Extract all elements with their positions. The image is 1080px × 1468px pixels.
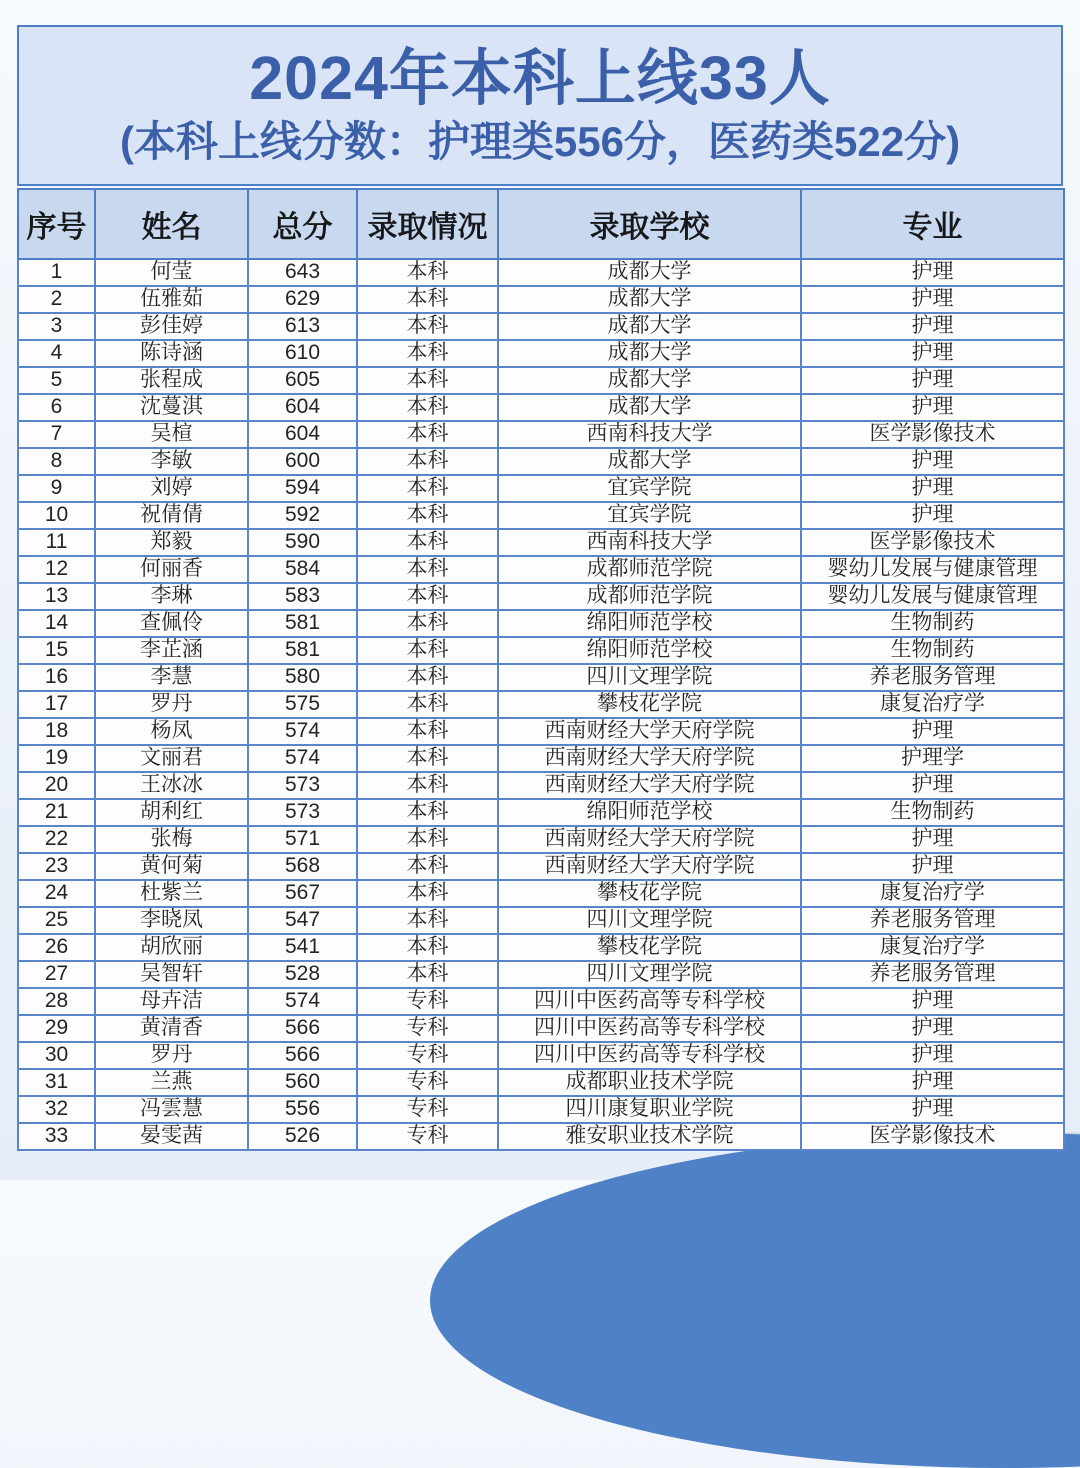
cell-major: 医学影像技术 [801,529,1064,556]
cell-no: 31 [18,1069,95,1096]
cell-status: 本科 [357,772,498,799]
cell-no: 5 [18,367,95,394]
cell-score: 526 [248,1123,357,1150]
table-row [18,448,1064,475]
cell-no: 15 [18,637,95,664]
column-header-no: 序号 [18,189,95,259]
cell-name: 沈蔓淇 [95,394,248,421]
cell-school: 攀枝花学院 [498,934,801,961]
cell-name: 母卉洁 [95,988,248,1015]
cell-major: 护理 [801,1069,1064,1096]
cell-school: 成都师范学院 [498,583,801,610]
cell-score: 613 [248,313,357,340]
cell-score: 605 [248,367,357,394]
cell-school: 成都大学 [498,367,801,394]
cell-status: 专科 [357,1015,498,1042]
cell-school: 雅安职业技术学院 [498,1123,801,1150]
cell-major: 生物制药 [801,637,1064,664]
cell-school: 四川康复职业学院 [498,1096,801,1123]
cell-status: 本科 [357,691,498,718]
cell-status: 本科 [357,313,498,340]
table-row [18,691,1064,718]
cell-no: 16 [18,664,95,691]
cell-name: 吴楦 [95,421,248,448]
cell-school: 宜宾学院 [498,475,801,502]
cell-no: 27 [18,961,95,988]
cell-name: 胡欣丽 [95,934,248,961]
results-table-body [18,259,1064,1150]
cell-no: 18 [18,718,95,745]
cell-score: 556 [248,1096,357,1123]
cell-major: 护理学 [801,745,1064,772]
results-table [17,188,1065,1151]
table-row [18,1069,1064,1096]
table-row [18,907,1064,934]
table-row [18,610,1064,637]
cell-score: 594 [248,475,357,502]
cell-school: 四川文理学院 [498,907,801,934]
cell-status: 本科 [357,745,498,772]
cell-school: 西南财经大学天府学院 [498,826,801,853]
cell-status: 专科 [357,1123,498,1150]
table-row [18,556,1064,583]
table-row [18,340,1064,367]
cell-name: 晏雯茜 [95,1123,248,1150]
table-row [18,1015,1064,1042]
table-row [18,853,1064,880]
cell-name: 李敏 [95,448,248,475]
cell-no: 17 [18,691,95,718]
table-row [18,718,1064,745]
cell-school: 绵阳师范学校 [498,799,801,826]
cell-no: 22 [18,826,95,853]
cell-major: 护理 [801,1096,1064,1123]
cell-score: 643 [248,259,357,286]
cell-status: 本科 [357,610,498,637]
cell-status: 本科 [357,826,498,853]
cell-school: 成都大学 [498,394,801,421]
table-row [18,880,1064,907]
table-row [18,394,1064,421]
table-row [18,637,1064,664]
results-table-header [18,189,1064,259]
table-row [18,934,1064,961]
cell-school: 四川中医药高等专科学校 [498,1042,801,1069]
cell-major: 护理 [801,1015,1064,1042]
cell-no: 28 [18,988,95,1015]
table-row [18,475,1064,502]
cell-no: 14 [18,610,95,637]
cell-name: 李琳 [95,583,248,610]
page-title: 2024年本科上线33人 [249,43,831,112]
cell-score: 590 [248,529,357,556]
table-row [18,313,1064,340]
cell-status: 本科 [357,880,498,907]
cell-major: 护理 [801,1042,1064,1069]
cell-status: 本科 [357,286,498,313]
cell-score: 566 [248,1042,357,1069]
cell-no: 26 [18,934,95,961]
cell-score: 575 [248,691,357,718]
cell-score: 600 [248,448,357,475]
cell-score: 574 [248,988,357,1015]
cell-no: 13 [18,583,95,610]
cell-name: 李晓凤 [95,907,248,934]
table-row [18,1123,1064,1150]
cell-name: 刘婷 [95,475,248,502]
table-row [18,421,1064,448]
cell-school: 成都大学 [498,286,801,313]
cell-status: 本科 [357,502,498,529]
cell-name: 冯雲慧 [95,1096,248,1123]
cell-school: 成都大学 [498,313,801,340]
cell-name: 杜紫兰 [95,880,248,907]
cell-school: 四川中医药高等专科学校 [498,988,801,1015]
cell-status: 本科 [357,799,498,826]
column-header-name: 姓名 [95,189,248,259]
cell-school: 成都师范学院 [498,556,801,583]
cell-no: 1 [18,259,95,286]
cell-name: 张梅 [95,826,248,853]
cell-school: 成都职业技术学院 [498,1069,801,1096]
cell-status: 本科 [357,583,498,610]
cell-score: 541 [248,934,357,961]
cell-name: 黄清香 [95,1015,248,1042]
cell-major: 护理 [801,826,1064,853]
cell-name: 黄何菊 [95,853,248,880]
cell-score: 584 [248,556,357,583]
cell-score: 580 [248,664,357,691]
cell-school: 成都大学 [498,340,801,367]
table-row [18,745,1064,772]
cell-school: 西南财经大学天府学院 [498,853,801,880]
cell-school: 西南科技大学 [498,529,801,556]
table-row [18,529,1064,556]
cell-status: 专科 [357,1042,498,1069]
cell-major: 康复治疗学 [801,934,1064,961]
cell-school: 攀枝花学院 [498,691,801,718]
cell-major: 护理 [801,340,1064,367]
cell-school: 绵阳师范学校 [498,637,801,664]
cell-name: 罗丹 [95,691,248,718]
cell-status: 本科 [357,718,498,745]
cell-major: 养老服务管理 [801,664,1064,691]
cell-school: 西南财经大学天府学院 [498,772,801,799]
cell-status: 本科 [357,664,498,691]
cell-name: 兰燕 [95,1069,248,1096]
cell-name: 文丽君 [95,745,248,772]
title-banner [17,25,1063,186]
cell-status: 本科 [357,907,498,934]
cell-score: 566 [248,1015,357,1042]
cell-score: 567 [248,880,357,907]
cell-name: 吴智轩 [95,961,248,988]
cell-name: 罗丹 [95,1042,248,1069]
table-row [18,799,1064,826]
cell-no: 30 [18,1042,95,1069]
table-row [18,988,1064,1015]
cell-name: 郑毅 [95,529,248,556]
column-header-status: 录取情况 [357,189,498,259]
cell-score: 574 [248,745,357,772]
cell-score: 604 [248,421,357,448]
table-row [18,583,1064,610]
cell-major: 生物制药 [801,610,1064,637]
table-row [18,772,1064,799]
cell-name: 李慧 [95,664,248,691]
table-row [18,664,1064,691]
cell-major: 护理 [801,475,1064,502]
cell-status: 本科 [357,853,498,880]
cell-no: 3 [18,313,95,340]
table-row [18,367,1064,394]
header-row [18,189,1064,259]
cell-school: 绵阳师范学校 [498,610,801,637]
cell-name: 张程成 [95,367,248,394]
cell-score: 560 [248,1069,357,1096]
cell-no: 20 [18,772,95,799]
cell-school: 攀枝花学院 [498,880,801,907]
cell-no: 32 [18,1096,95,1123]
cell-status: 本科 [357,529,498,556]
cell-major: 护理 [801,988,1064,1015]
cell-score: 583 [248,583,357,610]
table-row [18,1042,1064,1069]
cell-major: 护理 [801,718,1064,745]
table-row [18,826,1064,853]
cell-major: 护理 [801,772,1064,799]
cell-no: 19 [18,745,95,772]
cell-status: 本科 [357,340,498,367]
cell-score: 604 [248,394,357,421]
cell-no: 25 [18,907,95,934]
cell-status: 本科 [357,448,498,475]
cell-status: 本科 [357,421,498,448]
cell-name: 伍雅茹 [95,286,248,313]
cell-name: 杨凤 [95,718,248,745]
cell-status: 本科 [357,259,498,286]
cell-name: 查佩伶 [95,610,248,637]
page-subtitle: (本科上线分数：护理类556分，医药类522分) [119,117,961,165]
cell-score: 610 [248,340,357,367]
cell-status: 本科 [357,475,498,502]
cell-no: 24 [18,880,95,907]
cell-score: 581 [248,610,357,637]
cell-no: 33 [18,1123,95,1150]
cell-no: 2 [18,286,95,313]
cell-major: 护理 [801,313,1064,340]
cell-major: 生物制药 [801,799,1064,826]
cell-status: 本科 [357,961,498,988]
cell-status: 本科 [357,637,498,664]
cell-status: 本科 [357,934,498,961]
cell-major: 医学影像技术 [801,1123,1064,1150]
column-header-school: 录取学校 [498,189,801,259]
cell-no: 10 [18,502,95,529]
cell-no: 23 [18,853,95,880]
table-row [18,502,1064,529]
cell-major: 护理 [801,448,1064,475]
cell-major: 婴幼儿发展与健康管理 [801,583,1064,610]
cell-score: 629 [248,286,357,313]
cell-major: 护理 [801,367,1064,394]
cell-status: 专科 [357,1096,498,1123]
cell-score: 528 [248,961,357,988]
cell-no: 4 [18,340,95,367]
cell-score: 547 [248,907,357,934]
cell-major: 康复治疗学 [801,880,1064,907]
cell-school: 宜宾学院 [498,502,801,529]
cell-name: 李芷涵 [95,637,248,664]
cell-status: 本科 [357,367,498,394]
cell-score: 573 [248,772,357,799]
cell-no: 11 [18,529,95,556]
cell-major: 养老服务管理 [801,907,1064,934]
cell-no: 21 [18,799,95,826]
table-row [18,259,1064,286]
cell-major: 养老服务管理 [801,961,1064,988]
table-row [18,1096,1064,1123]
cell-status: 专科 [357,988,498,1015]
cell-no: 8 [18,448,95,475]
cell-score: 571 [248,826,357,853]
cell-major: 护理 [801,286,1064,313]
column-header-major: 专业 [801,189,1064,259]
cell-score: 592 [248,502,357,529]
cell-name: 陈诗涵 [95,340,248,367]
cell-score: 581 [248,637,357,664]
cell-name: 何丽香 [95,556,248,583]
cell-status: 本科 [357,394,498,421]
cell-status: 本科 [357,556,498,583]
table-row [18,286,1064,313]
cell-no: 7 [18,421,95,448]
cell-major: 护理 [801,502,1064,529]
decorative-wave-blue [430,1133,1080,1468]
cell-status: 专科 [357,1069,498,1096]
cell-major: 护理 [801,394,1064,421]
cell-no: 6 [18,394,95,421]
cell-school: 四川文理学院 [498,664,801,691]
cell-name: 彭佳婷 [95,313,248,340]
cell-school: 成都大学 [498,259,801,286]
cell-school: 成都大学 [498,448,801,475]
cell-no: 29 [18,1015,95,1042]
cell-major: 婴幼儿发展与健康管理 [801,556,1064,583]
cell-major: 护理 [801,259,1064,286]
cell-school: 西南科技大学 [498,421,801,448]
cell-name: 王冰冰 [95,772,248,799]
cell-no: 12 [18,556,95,583]
cell-score: 574 [248,718,357,745]
cell-school: 西南财经大学天府学院 [498,718,801,745]
cell-school: 四川中医药高等专科学校 [498,1015,801,1042]
cell-major: 医学影像技术 [801,421,1064,448]
cell-no: 9 [18,475,95,502]
cell-school: 四川文理学院 [498,961,801,988]
cell-score: 573 [248,799,357,826]
cell-score: 568 [248,853,357,880]
cell-major: 护理 [801,853,1064,880]
cell-school: 西南财经大学天府学院 [498,745,801,772]
cell-major: 康复治疗学 [801,691,1064,718]
cell-name: 胡利红 [95,799,248,826]
column-header-score: 总分 [248,189,357,259]
cell-name: 何莹 [95,259,248,286]
table-row [18,961,1064,988]
cell-name: 祝倩倩 [95,502,248,529]
